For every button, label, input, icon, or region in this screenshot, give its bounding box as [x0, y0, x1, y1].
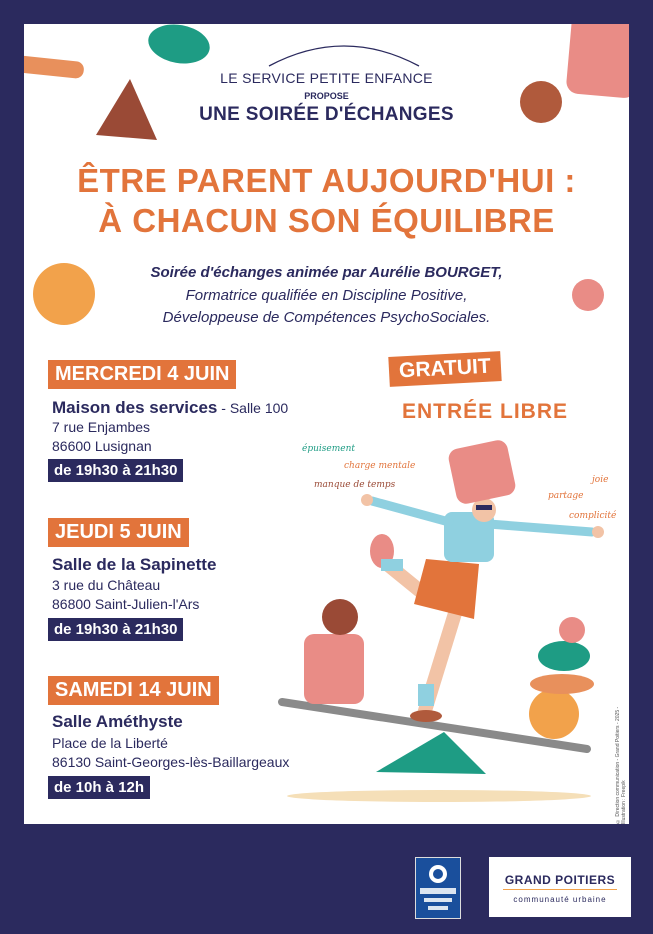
session-2-time: de 19h30 à 21h30	[48, 618, 183, 641]
session-1-address-1: 7 rue Enjambes	[52, 419, 151, 435]
brown-ball-left	[322, 599, 358, 635]
sunglasses	[476, 505, 492, 510]
word-joie: joie	[592, 475, 609, 485]
word-epuisement: épuisement	[302, 444, 355, 454]
word-partage: partage	[548, 491, 584, 501]
session-2-address-2: 86800 Saint-Julien-l'Ars	[52, 596, 200, 612]
right-hand	[592, 526, 604, 538]
session-1-venue	[52, 398, 288, 418]
pink-block-on-head	[447, 438, 517, 505]
pink-block	[565, 24, 629, 99]
left-arm	[372, 501, 449, 522]
title-line-1: ÊTRE PARENT AUJOURD'HUI :	[77, 162, 576, 199]
intro-line-3: Développeuse de Compétences PsychoSociales.	[162, 309, 491, 326]
intro-line-2: Formatrice qualifiée en Discipline Positive,	[185, 287, 468, 304]
caf-logo-graphic	[416, 858, 460, 918]
poster	[24, 24, 629, 824]
session-3-venue	[52, 712, 183, 732]
entree-libre: ENTRÉE LIBRE	[402, 400, 569, 423]
session-3-venue-name: Salle Améthyste	[52, 712, 183, 731]
session-1-time: de 19h30 à 21h30	[48, 459, 183, 482]
right-arm	[489, 524, 592, 532]
session-3-time: de 10h à 12h	[48, 776, 150, 799]
session-2-day: JEUDI 5 JUIN	[48, 518, 189, 547]
session-2-venue-name: Salle de la Sapinette	[52, 555, 217, 574]
grand-poitiers-sub: communauté urbaine	[513, 895, 607, 904]
session-3-day: SAMEDI 14 JUIN	[48, 676, 219, 705]
session-1-room: - Salle 100	[217, 400, 289, 416]
raised-sock	[381, 559, 403, 571]
event-type: UNE SOIRÉE D'ÉCHANGES	[199, 104, 454, 125]
logo-divider	[503, 889, 617, 890]
pink-block-left	[304, 634, 364, 704]
credit-text: © Direction communication - Grand Poitiers - 2025 - Illustration : Freepik	[615, 706, 627, 824]
shoe	[410, 710, 442, 722]
teal-pebble-top	[145, 24, 213, 68]
session-1-venue-name: Maison des services	[52, 398, 218, 417]
sock	[418, 684, 434, 706]
title-line-2: À CHACUN SON ÉQUILIBRE	[98, 202, 555, 239]
grand-poitiers-logo	[489, 857, 631, 917]
session-2-address-1: 3 rue du Château	[52, 577, 161, 593]
orange-disc	[530, 674, 594, 694]
session-3-address-1: Place de la Liberté	[52, 735, 168, 751]
left-hand	[361, 494, 373, 506]
propose-text: PROPOSE	[304, 91, 349, 101]
caf-logo	[415, 857, 461, 919]
word-charge: charge mentale	[344, 461, 416, 471]
session-1-address-2: 86600 Lusignan	[52, 438, 152, 454]
teal-disc	[538, 641, 590, 671]
organizer-text: LE SERVICE PETITE ENFANCE	[220, 70, 433, 86]
checked-shorts	[414, 559, 479, 619]
pink-ball-top	[559, 617, 585, 643]
header-arc	[269, 46, 419, 66]
gratuit-badge: GRATUIT	[388, 351, 501, 387]
orange-ball-right	[529, 689, 579, 739]
word-complicite: complicité	[569, 511, 617, 521]
intro-line-1: Soirée d'échanges animée par Aurélie BOURGET,	[150, 264, 503, 281]
teal-fulcrum	[376, 732, 486, 774]
ground-shadow	[287, 790, 591, 802]
grand-poitiers-name: GRAND POITIERS	[504, 873, 616, 887]
session-1-day: MERCREDI 4 JUIN	[48, 360, 236, 389]
session-3-address-2: 86130 Saint-Georges-lès-Baillargeaux	[52, 754, 290, 770]
session-2-venue	[52, 555, 216, 575]
word-manque: manque de temps	[314, 480, 396, 490]
